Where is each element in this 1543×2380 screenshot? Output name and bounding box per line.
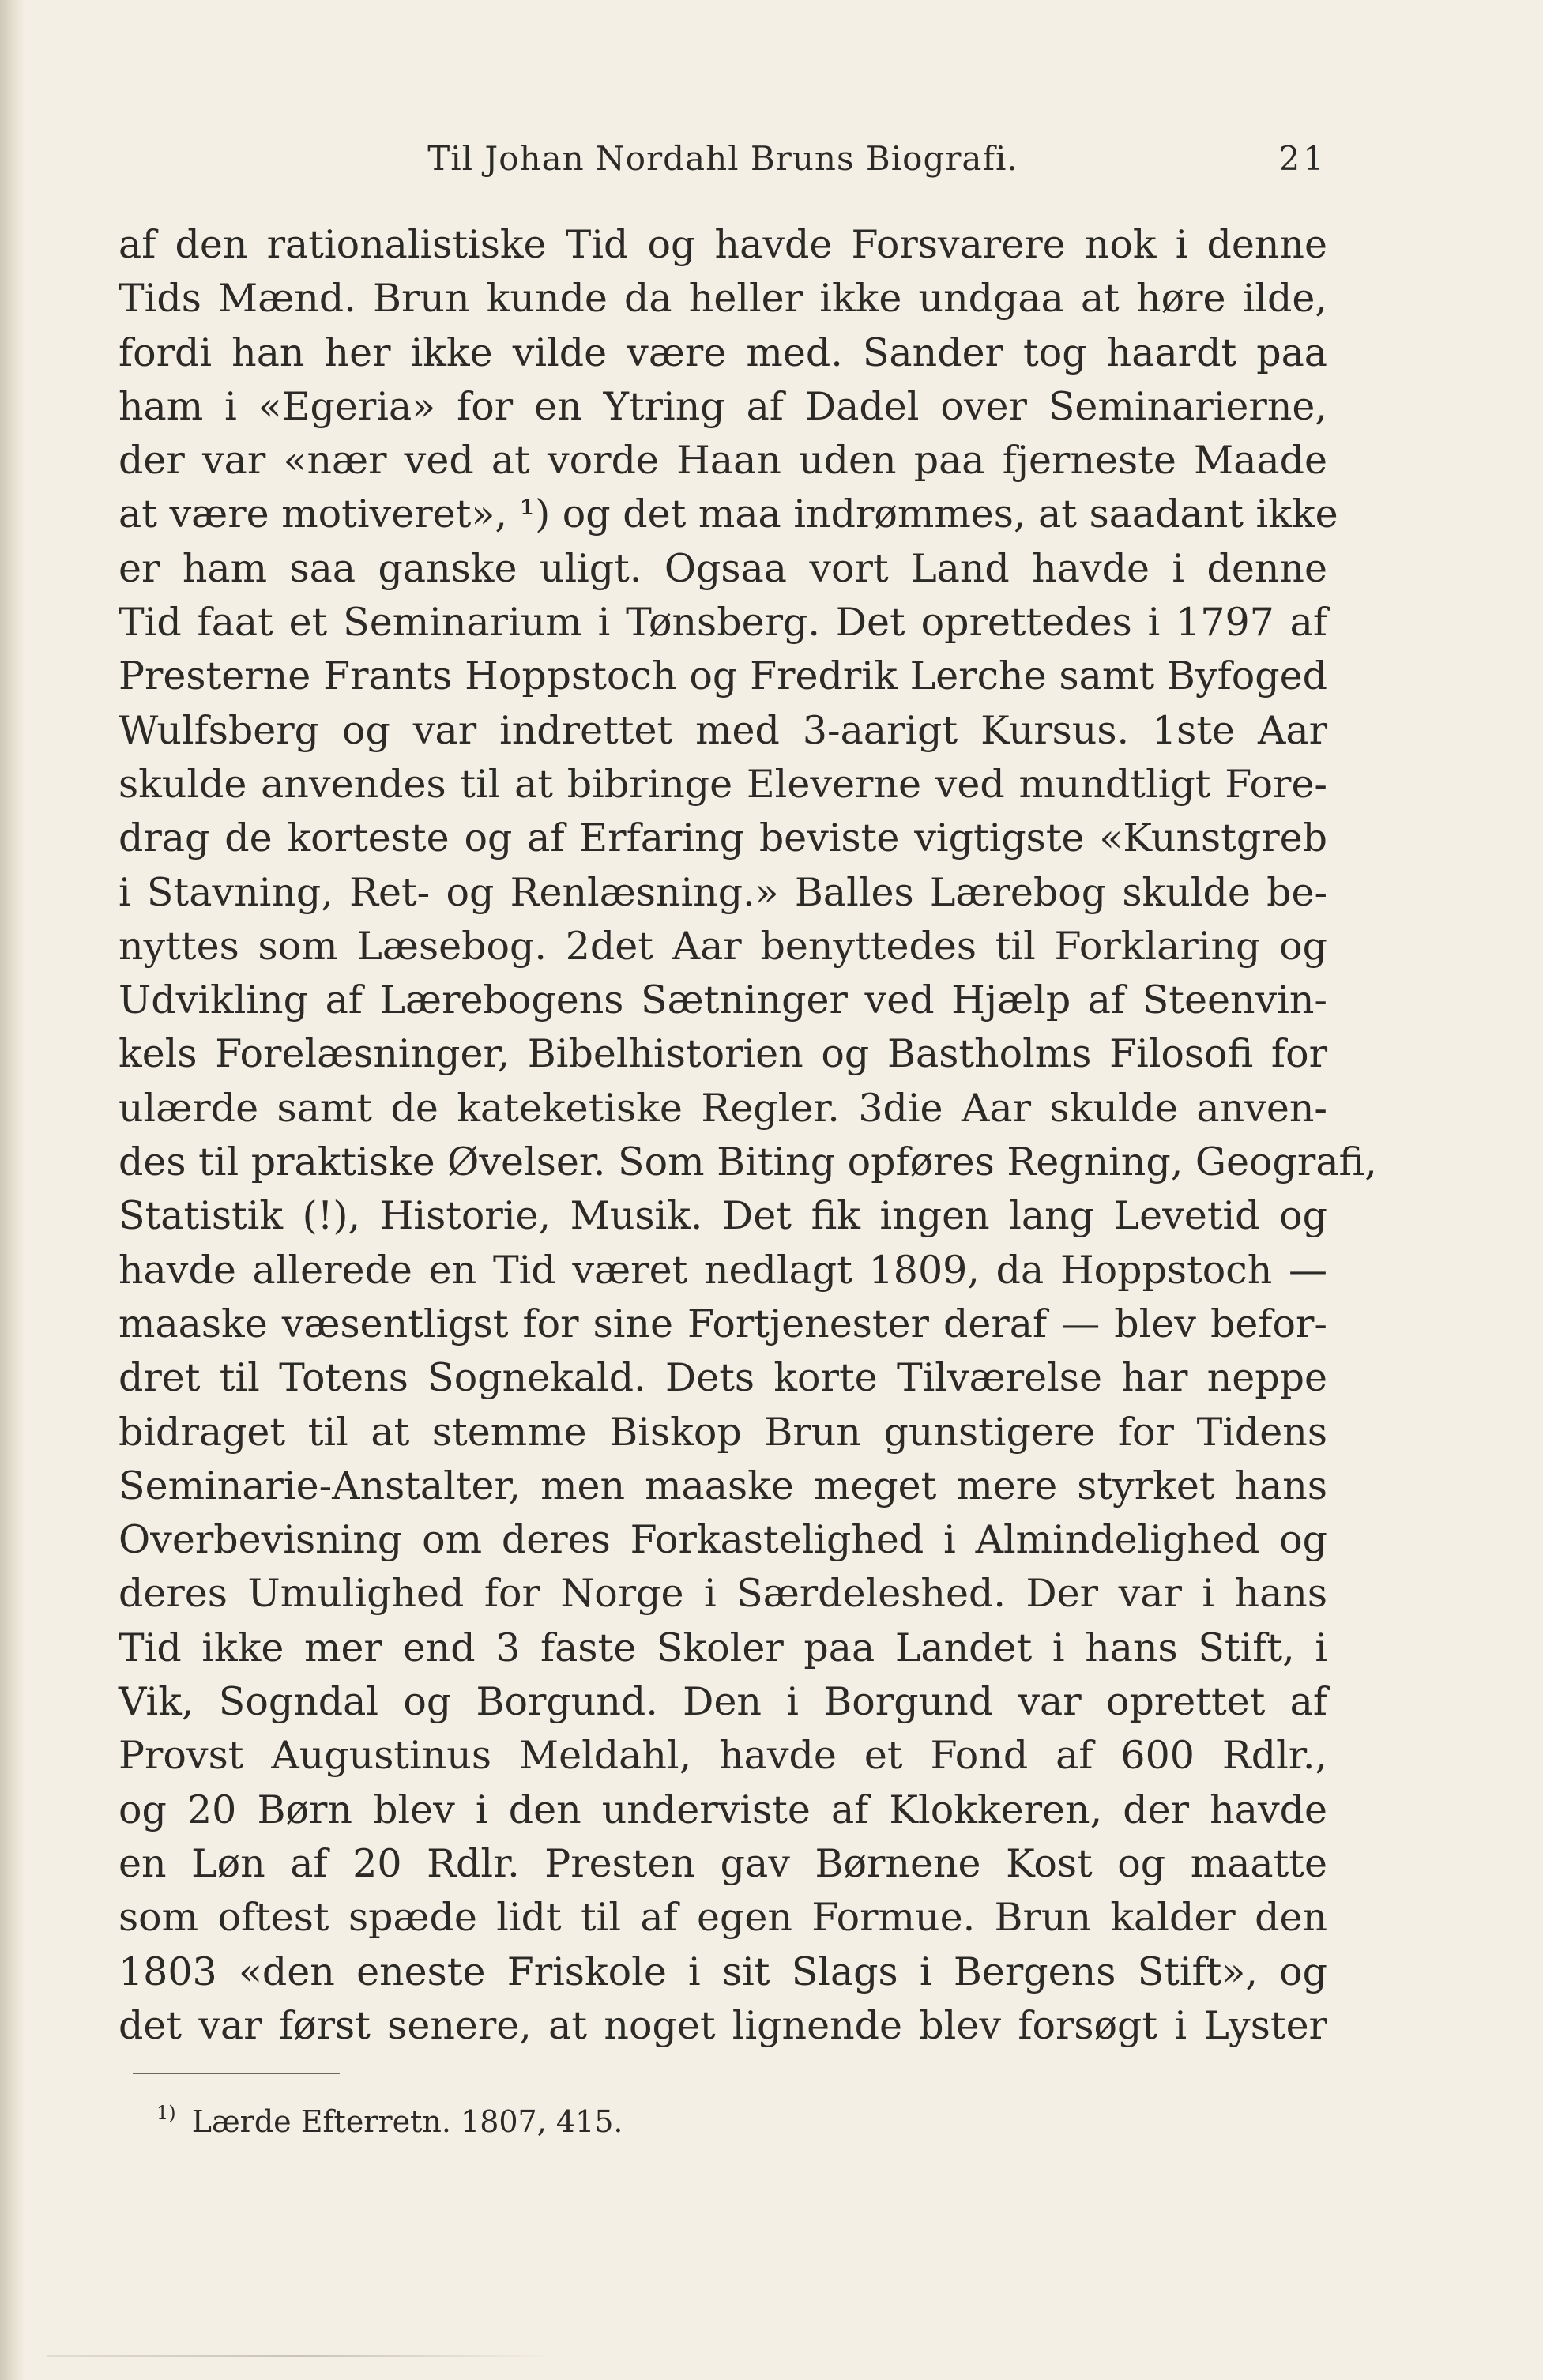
footnote-rule	[133, 2073, 340, 2074]
text-line: kels Forelæsninger, Bibelhistorien og Bastholms Filosofi for	[119, 1031, 1327, 1077]
text-line: af den rationalistiske Tid og havde Forsvarere nok i denne	[119, 222, 1327, 267]
text-line: ulærde samt de kateketiske Regler. 3die Aar skulde anven-	[119, 1085, 1327, 1131]
text-line: i Stavning, Ret- og Renlæsning.» Balles Lærebog skulde be-	[119, 869, 1327, 915]
text-line: Tid faat et Seminarium i Tønsberg. Det oprettedes i 1797 af	[119, 600, 1327, 646]
body-text	[119, 218, 1377, 2053]
text-line: der var «nær ved at vorde Haan uden paa fjerneste Maade	[119, 438, 1327, 484]
text-line: dret til Totens Sognekald. Dets korte Tilværelse har neppe	[119, 1355, 1327, 1401]
text-line: bidraget til at stemme Biskop Brun gunstigere for Tidens	[119, 1409, 1327, 1455]
text-line: ham i «Egeria» for en Ytring af Dadel over Seminarierne,	[119, 383, 1327, 429]
text-line: Overbevisning om deres Forkastelighed i Almindelighed og	[119, 1517, 1327, 1563]
text-line: Udvikling af Lærebogens Sætninger ved Hjælp af Steenvin-	[119, 977, 1327, 1023]
text-line: deres Umulighed for Norge i Særdeleshed. Der var i hans	[119, 1571, 1327, 1617]
running-title: Til Johan Nordahl Bruns Biografi.	[427, 139, 1018, 178]
footnote	[156, 2102, 623, 2141]
text-line: nyttes som Læsebog. 2det Aar benyttedes til Forklaring og	[119, 923, 1327, 969]
page-binding-shadow	[0, 0, 25, 2380]
footnote-marker: 1)	[156, 2102, 176, 2124]
text-line: Wulfsberg og var indrettet med 3-aarigt Kursus. 1ste Aar	[119, 707, 1327, 753]
text-line: maaske væsentligst for sine Fortjenester deraf — blev befor-	[119, 1301, 1327, 1346]
text-line: drag de korteste og af Erfaring beviste vigtigste «Kunstgreb	[119, 815, 1327, 861]
text-line: Statistik (!), Historie, Musik. Det fik ingen lang Levetid og	[119, 1193, 1327, 1239]
text-line: havde allerede en Tid været nedlagt 1809, da Hoppstoch —	[119, 1247, 1327, 1293]
text-line: fordi han her ikke vilde være med. Sander tog haardt paa	[119, 330, 1327, 375]
text-line: Seminarie-Anstalter, men maaske meget mere styrket hans	[119, 1463, 1327, 1508]
text-line: Presterne Frants Hoppstoch og Fredrik Lerche samt Byfoged	[119, 653, 1327, 699]
text-line: en Løn af 20 Rdlr. Presten gav Børnene Kost og maatte	[119, 1840, 1327, 1886]
text-line: og 20 Børn blev i den underviste af Klokkeren, der havde	[119, 1787, 1327, 1832]
text-line: Provst Augustinus Meldahl, havde et Fond af 600 Rdlr.,	[119, 1733, 1327, 1779]
text-line: det var først senere, at noget lignende blev forsøgt i Lyster	[119, 2002, 1327, 2048]
text-line: des til praktiske Øvelser. Som Biting opføres Regning, Geografi,	[119, 1139, 1377, 1185]
page-header	[119, 131, 1327, 194]
text-line: skulde anvendes til at bibringe Eleverne ved mundtligt Fore-	[119, 761, 1327, 807]
text-line: Vik, Sogndal og Borgund. Den i Borgund var oprettet af	[119, 1679, 1327, 1725]
text-line: Tid ikke mer end 3 faste Skoler paa Landet i hans Stift, i	[119, 1625, 1327, 1670]
text-line: at være motiveret», ¹) og det maa indrømmes, at saadant ikke	[119, 491, 1338, 537]
text-line: er ham saa ganske uligt. Ogsaa vort Land havde i denne	[119, 545, 1327, 591]
text-line: som oftest spæde lidt til af egen Formue. Brun kalder den	[119, 1895, 1327, 1941]
page-edge-mark	[47, 2355, 553, 2357]
text-line: 1803 «den eneste Friskole i sit Slags i Bergens Stift», og	[119, 1949, 1327, 1994]
footnote-text: Lærde Efterretn. 1807, 415.	[191, 2104, 623, 2139]
page-number: 21	[1278, 139, 1327, 178]
text-line: Tids Mænd. Brun kunde da heller ikke undgaa at høre ilde,	[119, 276, 1327, 322]
